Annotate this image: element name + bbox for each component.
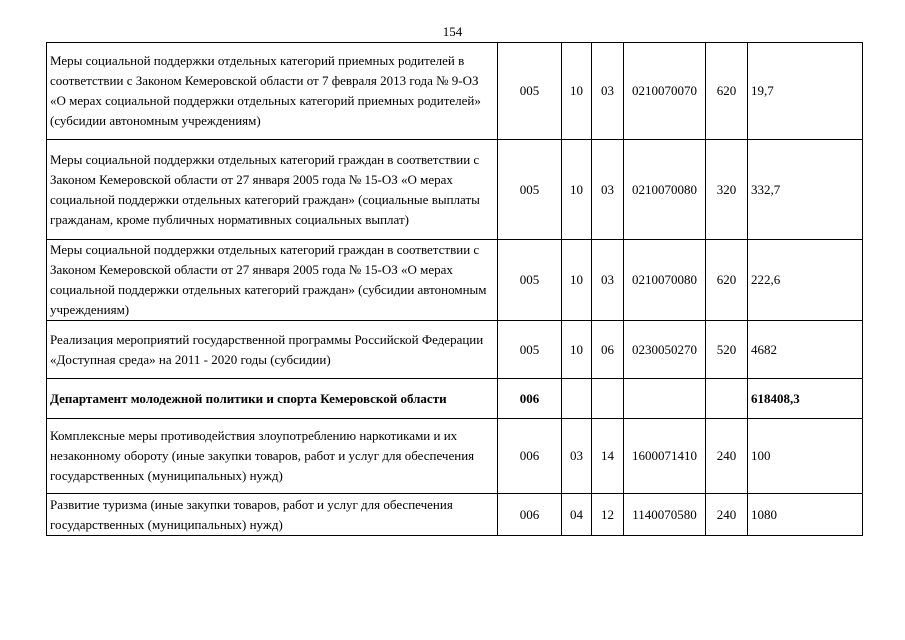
subsection-code: 06 bbox=[592, 321, 624, 379]
target-article-code: 1140070580 bbox=[624, 494, 706, 536]
expense-name: Меры социальной поддержки отдельных категорий граждан в соответствии с Законом Кемеровской области от 27 января 2005 года № 15-ОЗ «О мерах социальной поддержки отдельных категорий граждан» (субсидии автономным учреждениям) bbox=[47, 240, 498, 321]
expense-type-code: 620 bbox=[706, 43, 748, 140]
section-code bbox=[562, 379, 592, 419]
ministry-code: 006 bbox=[498, 419, 562, 494]
expense-name: Развитие туризма (иные закупки товаров, работ и услуг для обеспечения государственных (муниципальных) нужд) bbox=[47, 494, 498, 536]
target-article-code: 0230050270 bbox=[624, 321, 706, 379]
target-article-code: 1600071410 bbox=[624, 419, 706, 494]
expense-type-code: 240 bbox=[706, 419, 748, 494]
expense-type-code bbox=[706, 379, 748, 419]
expense-type-code: 320 bbox=[706, 140, 748, 240]
expense-type-code: 620 bbox=[706, 240, 748, 321]
table-row bbox=[47, 419, 863, 494]
section-code: 10 bbox=[562, 43, 592, 140]
section-code: 04 bbox=[562, 494, 592, 536]
table-row-department bbox=[47, 379, 863, 419]
amount: 19,7 bbox=[748, 43, 863, 140]
subsection-code: 03 bbox=[592, 43, 624, 140]
ministry-code: 005 bbox=[498, 321, 562, 379]
expense-name: Меры социальной поддержки отдельных категорий приемных родителей в соответствии с Законом Кемеровской области от 7 февраля 2013 года № 9-ОЗ «О мерах социальной поддержки отдельных категорий приемных родителей» (субсидии автономным учреждениям) bbox=[47, 43, 498, 140]
ministry-code: 006 bbox=[498, 379, 562, 419]
subsection-code: 12 bbox=[592, 494, 624, 536]
section-code: 10 bbox=[562, 321, 592, 379]
amount: 100 bbox=[748, 419, 863, 494]
table-row bbox=[47, 321, 863, 379]
table-row bbox=[47, 494, 863, 536]
table-row bbox=[47, 240, 863, 321]
target-article-code: 0210070080 bbox=[624, 240, 706, 321]
amount: 332,7 bbox=[748, 140, 863, 240]
subsection-code: 14 bbox=[592, 419, 624, 494]
expense-type-code: 240 bbox=[706, 494, 748, 536]
ministry-code: 005 bbox=[498, 240, 562, 321]
section-code: 03 bbox=[562, 419, 592, 494]
target-article-code: 0210070080 bbox=[624, 140, 706, 240]
amount: 222,6 bbox=[748, 240, 863, 321]
section-code: 10 bbox=[562, 140, 592, 240]
table-row bbox=[47, 140, 863, 240]
target-article-code: 0210070070 bbox=[624, 43, 706, 140]
target-article-code bbox=[624, 379, 706, 419]
expense-name: Реализация мероприятий государственной программы Российской Федерации «Доступная среда» на 2011 - 2020 годы (субсидии) bbox=[47, 321, 498, 379]
subsection-code: 03 bbox=[592, 140, 624, 240]
amount: 618408,3 bbox=[748, 379, 863, 419]
section-code: 10 bbox=[562, 240, 592, 321]
table-row bbox=[47, 43, 863, 140]
expense-name: Комплексные меры противодействия злоупотреблению наркотиками и их незаконному обороту (иные закупки товаров, работ и услуг для обеспечения государственных (муниципальных) нужд) bbox=[47, 419, 498, 494]
expense-name: Меры социальной поддержки отдельных категорий граждан в соответствии с Законом Кемеровской области от 27 января 2005 года № 15-ОЗ «О мерах социальной поддержки отдельных категорий граждан» (социальные выплаты гражданам, кроме публичных нормативных социальных выплат) bbox=[47, 140, 498, 240]
subsection-code bbox=[592, 379, 624, 419]
ministry-code: 005 bbox=[498, 43, 562, 140]
subsection-code: 03 bbox=[592, 240, 624, 321]
ministry-code: 006 bbox=[498, 494, 562, 536]
page-number: 154 bbox=[442, 24, 463, 39]
budget-table bbox=[46, 42, 863, 536]
amount: 1080 bbox=[748, 494, 863, 536]
department-name: Департамент молодежной политики и спорта Кемеровской области bbox=[47, 379, 498, 419]
amount: 4682 bbox=[748, 321, 863, 379]
expense-type-code: 520 bbox=[706, 321, 748, 379]
ministry-code: 005 bbox=[498, 140, 562, 240]
